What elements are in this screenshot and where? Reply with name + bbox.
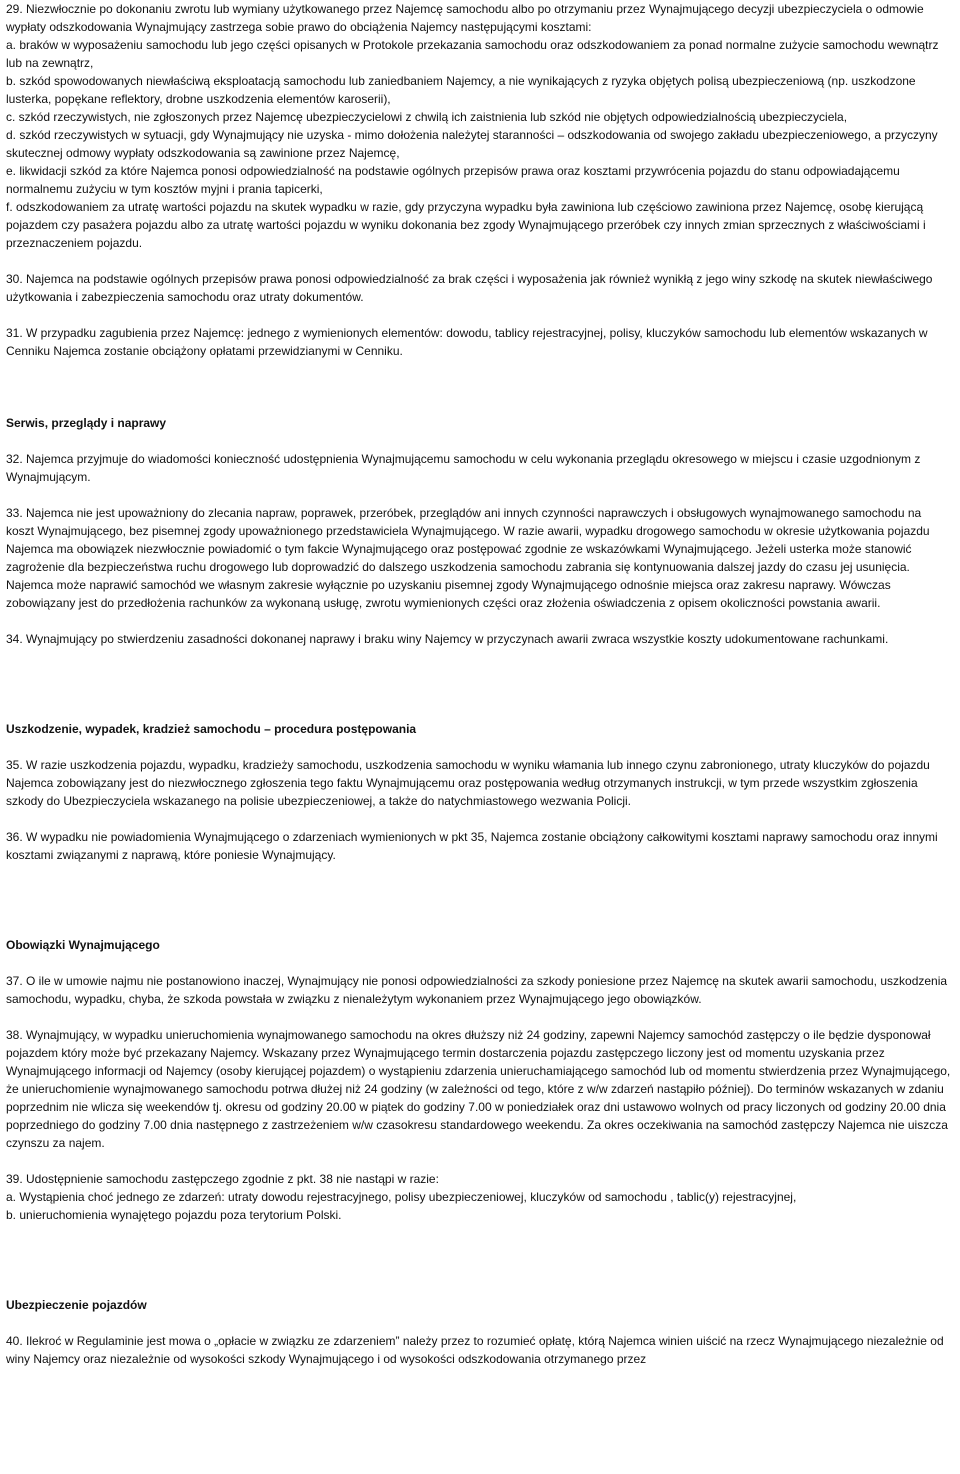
paragraph-36: 36. W wypadku nie powiadomienia Wynajmującego o zdarzeniach wymienionych w pkt 35, Najemca zostanie obciążony całkowitymi kosztami naprawy samochodu oraz innymi kosztami związanymi z naprawą, które poniesie Wynajmujący. [6,830,938,862]
paragraph-38: 38. Wynajmujący, w wypadku unieruchomienia wynajmowanego samochodu na okres dłuższy niż 24 godziny, zapewni Najemcy samochód zastępczy o ile będzie dysponował pojazdem który może być przekazany Najemcy. Wskazany przez Wynajmującego termin dostarczenia pojazdu zastępczego liczony jest od momentu uzyskania przez Wynajmującego informacji od Najemcy (osoby kierującej pojazdem) o wystąpieniu zdarzenia unieruchamiającego samochód lub od momentu stwierdzenia przez Wynajmującego, że unieruchomienie wynajmowanego samochodu potrwa dłużej niż 24 godziny (w zależności od tego, które z w/w zdarzeń nastąpiło później). Do terminów wskazanych w zdaniu poprzednim nie wlicza się weekendów tj. okresu od godziny 20.00 w piątek do godziny 7.00 w poniedziałek oraz dni ustawowo wolnych od pracy liczonych od godziny 20.00 dnia poprzedniego do godziny 7.00 dnia następnego z zastrzeżeniem w/w czasokresu standardowego weekendu. Za okres oczekiwania na samochód zastępczy Najemca nie uiszcza czynszu za najem. [6,1028,951,1150]
paragraph-40: 40. Ilekroć w Regulaminie jest mowa o „opłacie w związku ze zdarzeniem” należy przez to rozumieć opłatę, którą Najemca winien uiścić na rzecz Wynajmującego niezależnie od winy Najemcy oraz niezależnie od wysokości szkody Wynajmującego i od wysokości odszkodowania otrzymanego przez [6,1334,944,1366]
paragraph-35: 35. W razie uszkodzenia pojazdu, wypadku, kradzieży samochodu, uszkodzenia samochodu w wyniku włamania lub innego czynu zabronionego, utraty kluczyków do pojazdu Najemca zobowiązany jest do niezwłocznego zgłoszenia tego faktu Wynajmującemu oraz postępowania według otrzymanych instrukcji, w tym przede wszystkim zgłoszenia szkody do Ubezpieczyciela wskazanego na polisie ubezpieczeniowej, a także do natychmiastowego wezwania Policji. [6,758,930,808]
spacer [6,432,951,450]
paragraph-37: 37. O ile w umowie najmu nie postanowiono inaczej, Wynajmujący nie ponosi odpowiedzialności za szkody poniesione przez Najemcę na skutek awarii samochodu, uszkodzenia samochodu, wypadku, chyba, że szkoda powstała w związku z nienależytym wykonaniem przez Wynajmującego jego obowiązków. [6,974,948,1006]
spacer [6,1314,951,1332]
document-page [6,0,951,1368]
spacer [6,648,951,720]
paragraph-30: 30. Najemca na podstawie ogólnych przepisów prawa ponosi odpowiedzialność za brak części i wyposażenia jak również wynikłą z jego winy szkodę na skutek niewłaściwego użytkowania i zabezpieczenia samochodu oraz utraty dokumentów. [6,272,933,304]
spacer [6,1152,951,1170]
section-heading-uszkodzenie: Uszkodzenie, wypadek, kradzież samochodu – procedura postępowania [6,722,417,736]
paragraph-29-b: b. szkód spowodowanych niewłaściwą eksploatacją samochodu lub zaniedbaniem Najemcy, a nie wynikających z ryzyka objętych polisą ubezpieczeniową (np. uszkodzone lusterka, popękane reflektory, drobne uszkodzenia elementów karoserii), [6,74,916,106]
paragraph-29-e: e. likwidacji szkód za które Najemca ponosi odpowiedzialność na podstawie ogólnych przepisów prawa oraz kosztami przywrócenia pojazdu do stanu odpowiadającemu normalnemu zużyciu w tym kosztów myjni i prania tapicerki, [6,164,900,196]
paragraph-39-a: a. Wystąpienia choć jednego ze zdarzeń: utraty dowodu rejestracyjnego, polisy ubezpieczeniowej, kluczyków od samochodu , tablic(y) rejestracyjnej, [6,1190,797,1204]
spacer [6,864,951,936]
paragraph-29-a: a. braków w wyposażeniu samochodu lub jego części opisanych w Protokole przekazania samochodu oraz odszkodowaniem za ponad normalne zużycie samochodu wewnątrz lub na zewnątrz, [6,38,939,70]
spacer [6,612,951,630]
paragraph-29-c: c. szkód rzeczywistych, nie zgłoszonych przez Najemcę ubezpieczycielowi z chwilą ich zaistnienia lub szkód nie objętych odpowiedzialnością ubezpieczyciela, [6,110,848,124]
section-heading-ubezpieczenie: Ubezpieczenie pojazdów [6,1298,147,1312]
spacer [6,954,951,972]
paragraph-39-b: b. unieruchomienia wynajętego pojazdu poza terytorium Polski. [6,1208,342,1222]
spacer [6,1008,951,1026]
spacer [6,810,951,828]
paragraph-39-intro: 39. Udostępnienie samochodu zastępczego zgodnie z pkt. 38 nie nastąpi w razie: [6,1172,439,1186]
paragraph-33: 33. Najemca nie jest upoważniony do zlecania napraw, poprawek, przeróbek, przeglądów ani innych czynności naprawczych i obsługowych wynajmowanego samochodu na koszt Wynajmującego, bez pisemnej zgody upoważnionego przedstawiciela Wynajmującego. W razie awarii, wypadku drogowego samochodu w okresie użytkowania pojazdu Najemca ma obowiązek niezwłocznie powiadomić o tym fakcie Wynajmującego oraz postępować zgodnie ze wskazówkami Wynajmującego. Jeżeli usterka może stanowić zagrożenie dla bezpieczeństwa ruchu drogowego lub doprowadzić do dalszego uszkodzenia samochodu zabrania się kontynuowania dalszej jazdy do czasu jej usunięcia. Najemca może naprawić samochód we własnym zakresie wyłącznie po uzyskaniu pisemnej zgody Wynajmującego odnośnie miejsca oraz zakresu naprawy. Wówczas zobowiązany jest do przedłożenia rachunków za wykonaną usługę, zwrotu wymienionych części oraz złożenia oświadczenia z opisem okoliczności powstania awarii. [6,506,930,610]
paragraph-29-intro: 29. Niezwłocznie po dokonaniu zwrotu lub wymiany użytkowanego przez Najemcę samochodu albo po otrzymaniu przez Wynajmującego decyzji ubezpieczyciela o odmowie wypłaty odszkodowania Wynajmujący zastrzega sobie prawo do obciążenia Najemcy następującymi kosztami: [6,2,924,34]
spacer [6,306,951,324]
paragraph-32: 32. Najemca przyjmuje do wiadomości konieczność udostępnienia Wynajmującemu samochodu w celu wykonania przeglądu okresowego w miejscu i czasie uzgodnionym z Wynajmującym. [6,452,921,484]
section-heading-obowiazki: Obowiązki Wynajmującego [6,938,160,952]
section-heading-serwis: Serwis, przeglądy i naprawy [6,416,167,430]
paragraph-31: 31. W przypadku zagubienia przez Najemcę: jednego z wymienionych elementów: dowodu, tablicy rejestracyjnej, polisy, kluczyków samochodu lub elementów wskazanych w Cenniku Najemca zostanie obciążony opłatami przewidzianymi w Cenniku. [6,326,928,358]
spacer [6,1224,951,1296]
paragraph-29-f: f. odszkodowaniem za utratę wartości pojazdu na skutek wypadku w razie, gdy przyczyna wypadku była zawiniona lub częściowo zawiniona przez Najemcę, osobę kierującą pojazdem czy pasażera pojazdu albo za utratę wartości pojazdu w wyniku dokonania bez zgody Wynajmującego przeróbek czy innych zmian sprzecznych z właściwościami i przeznaczeniem pojazdu. [6,200,926,250]
paragraph-29-d: d. szkód rzeczywistych w sytuacji, gdy Wynajmujący nie uzyska - mimo dołożenia należytej staranności – odszkodowania od swojego zakładu ubezpieczeniowego, a przyczyny skutecznej odmowy wypłaty odszkodowania są zawinione przez Najemcę, [6,128,938,160]
spacer [6,486,951,504]
spacer [6,738,951,756]
spacer [6,360,951,414]
spacer [6,252,951,270]
paragraph-34: 34. Wynajmujący po stwierdzeniu zasadności dokonanej naprawy i braku winy Najemcy w przyczynach awarii zwraca wszystkie koszty udokumentowane rachunkami. [6,632,889,646]
